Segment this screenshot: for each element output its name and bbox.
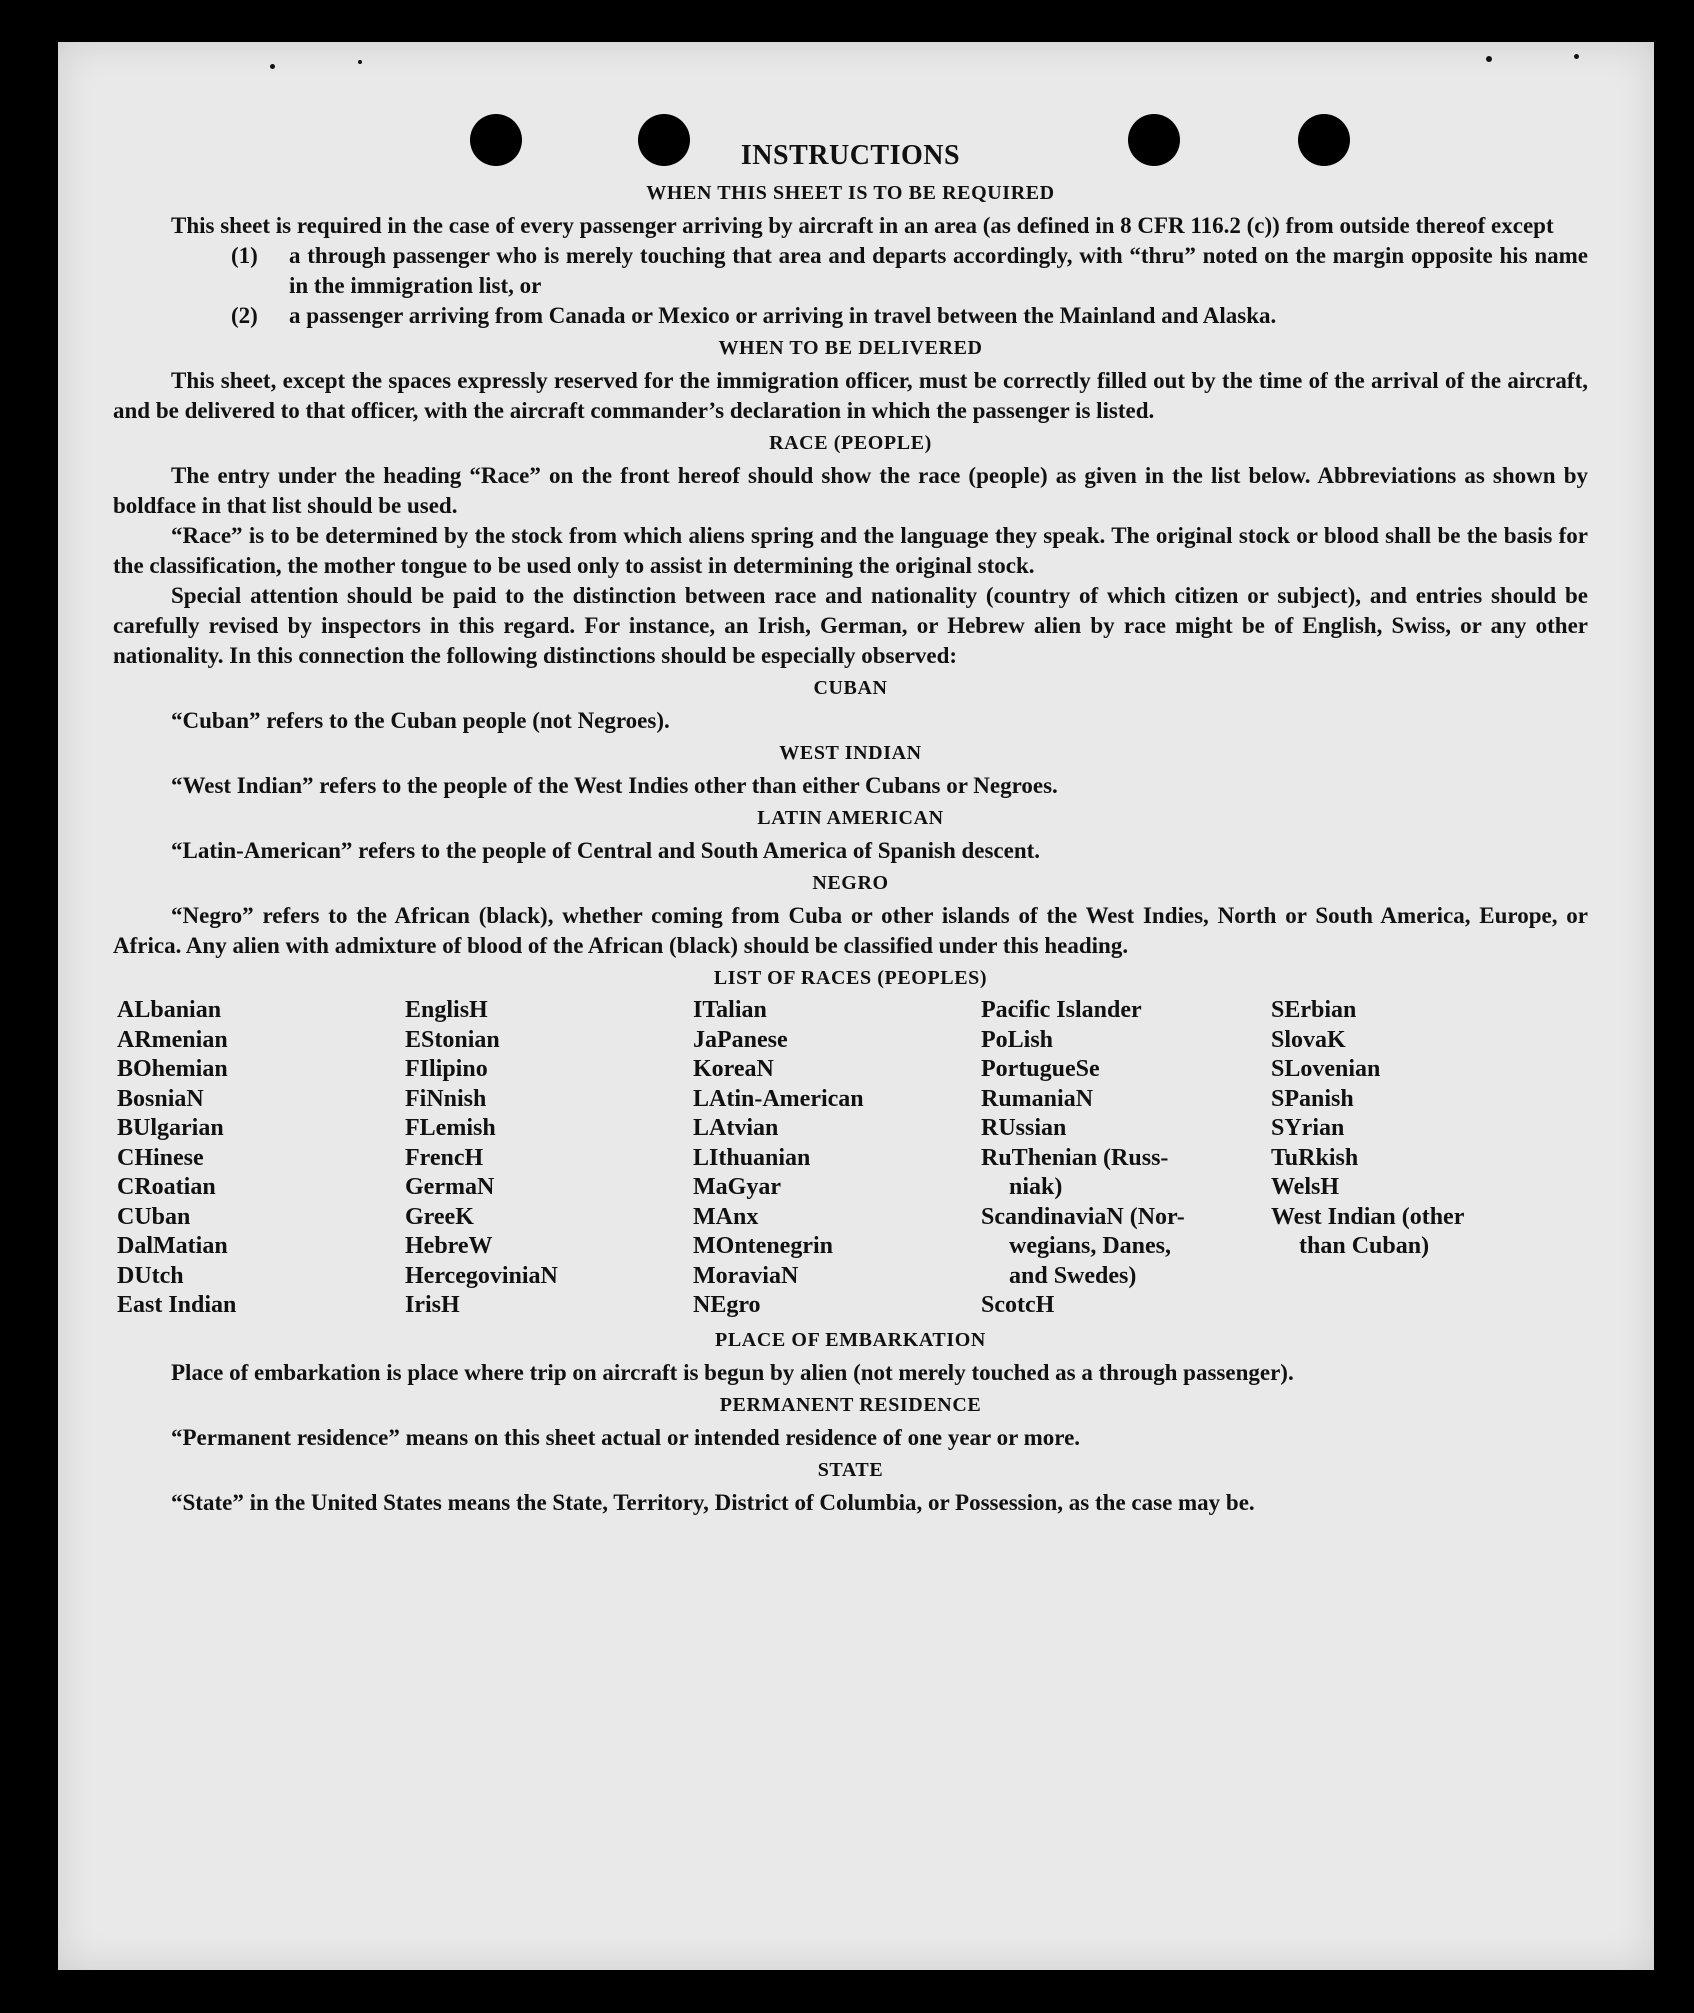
negro-text: “Negro” refers to the African (black), whether coming from Cuba or other islands of the West Indies, North or South America, Europe, or Africa. Any alien with admixture of blood of the African (black) should be classified under this heading.	[113, 903, 1588, 958]
race-entry: CHinese	[117, 1144, 204, 1171]
race-entry: PoLish	[981, 1026, 1054, 1053]
race-entry: SPanish	[1271, 1085, 1354, 1112]
race-entry: MOntenegrin	[693, 1233, 833, 1259]
cuban-text: “Cuban” refers to the Cuban people (not Negroes).	[171, 708, 670, 733]
race-entry: SErbian	[1271, 997, 1357, 1023]
heading-permanent-residence: PERMANENT RESIDENCE	[719, 1393, 982, 1416]
race-entry: FLemish	[405, 1115, 496, 1141]
race-paragraph: Special attention should be paid to the distinction between race and nationality (country of which citizen or subject), and entries should be carefully revised by inspectors in this regard. For instance, an Irish, German, or Hebrew alien by race might be of English, Swiss, or any other nationality. In this connection the following distinctions should be especially observed:	[113, 583, 1588, 668]
race-entry: SYrian	[1271, 1115, 1345, 1141]
speck	[358, 60, 362, 64]
race-entry: FiNnish	[405, 1085, 487, 1112]
race-entry-continuation: niak)	[1009, 1174, 1063, 1200]
item-number: (2)	[231, 303, 258, 328]
race-entry-continuation: wegians, Danes,	[1009, 1233, 1172, 1259]
race-entry: Pacific Islander	[981, 997, 1142, 1023]
race-entry: SLovenian	[1271, 1056, 1381, 1082]
race-entry: WelsH	[1271, 1174, 1340, 1200]
instructions-content	[113, 140, 1588, 1518]
race-entry: EStonian	[405, 1026, 500, 1053]
race-entry: KoreaN	[693, 1056, 774, 1082]
list-item	[231, 301, 1588, 331]
race-paragraph: “Race” is to be determined by the stock from which aliens spring and the language they speak. The original stock or blood shall be the basis for the classification, the mother tongue to be used only to assist in determining the original stock.	[113, 523, 1588, 578]
race-entry: NEgro	[693, 1292, 761, 1318]
race-entry: East Indian	[117, 1292, 237, 1318]
delivered-text: This sheet, except the spaces expressly reserved for the immigration officer, must be correctly filled out by the time of the arrival of the aircraft, and be delivered to that officer, with the aircraft commander’s declaration in which the passenger is listed.	[113, 368, 1588, 423]
races-list	[117, 996, 1588, 1321]
race-paragraph: The entry under the heading “Race” on the front hereof should show the race (people) as given in the list below. Abbreviations as shown by boldface in that list should be used.	[113, 463, 1588, 518]
race-entry: PortugueSe	[981, 1056, 1100, 1082]
heading-embarkation: PLACE OF EMBARKATION	[715, 1328, 986, 1351]
races-column	[981, 996, 1271, 1321]
race-entry: EnglisH	[405, 997, 488, 1023]
document-page	[58, 42, 1654, 1970]
race-entry: LAtin-American	[693, 1085, 864, 1112]
heading-race: RACE (PEOPLE)	[769, 432, 932, 454]
list-item	[231, 241, 1588, 301]
heading-cuban: CUBAN	[813, 677, 888, 699]
race-entry: HebreW	[405, 1233, 493, 1259]
race-entry: FrencH	[405, 1144, 484, 1171]
west-indian-text: “West Indian” refers to the people of the West Indies other than either Cubans or Negroes.	[171, 773, 1058, 798]
heading-list-of-races: LIST OF RACES (PEOPLES)	[713, 967, 988, 989]
heading-west-indian: WEST INDIAN	[779, 742, 922, 764]
race-entry: RUssian	[981, 1115, 1067, 1141]
item-number: (1)	[231, 243, 258, 268]
races-column	[117, 996, 405, 1321]
race-entry: TuRkish	[1271, 1144, 1359, 1171]
race-entry: RumaniaN	[981, 1085, 1094, 1112]
race-entry: FIlipino	[405, 1056, 488, 1082]
race-entry: MAnx	[693, 1203, 759, 1230]
race-entry-continuation: than Cuban)	[1299, 1233, 1430, 1259]
heading-required: WHEN THIS SHEET IS TO BE REQUIRED	[646, 182, 1055, 204]
heading-state: STATE	[817, 1458, 884, 1481]
page-title: INSTRUCTIONS	[740, 140, 961, 171]
race-entry: GreeK	[405, 1203, 474, 1230]
race-entry: CRoatian	[117, 1174, 216, 1200]
item-text: a through passenger who is merely touching that area and departs accordingly, with “thru” noted on the margin opposite his name in the immigration list, or	[289, 243, 1588, 298]
race-entry: ARmenian	[117, 1026, 228, 1053]
required-text: This sheet is required in the case of every passenger arriving by aircraft in an area (as defined in 8 CFR 116.2 (c)) from outside thereof except	[171, 213, 1554, 238]
race-entry: ALbanian	[117, 997, 222, 1023]
latin-american-text: “Latin-American” refers to the people of Central and South America of Spanish descent.	[171, 838, 1041, 863]
heading-negro: NEGRO	[812, 872, 889, 894]
race-entry: BUlgarian	[117, 1115, 224, 1141]
item-text: a passenger arriving from Canada or Mexico or arriving in travel between the Mainland and Alaska.	[289, 303, 1277, 328]
heading-latin-american: LATIN AMERICAN	[757, 807, 944, 829]
races-column	[693, 996, 981, 1321]
speck	[270, 64, 275, 69]
state-text: “State” in the United States means the State, Territory, District of Columbia, or Possession, as the case may be.	[171, 1489, 1255, 1515]
speck	[1574, 54, 1579, 59]
race-entry: BOhemian	[117, 1056, 228, 1082]
speck	[1486, 56, 1492, 62]
race-entry: ScotcH	[981, 1292, 1055, 1318]
races-column	[405, 996, 693, 1321]
race-entry: LIthuanian	[693, 1144, 811, 1171]
race-entry: IrisH	[405, 1292, 460, 1318]
race-entry: West Indian (other	[1271, 1203, 1465, 1230]
race-entry: MaGyar	[693, 1174, 781, 1200]
race-entry: JaPanese	[693, 1026, 788, 1053]
race-entry: MoraviaN	[693, 1262, 799, 1289]
residence-text: “Permanent residence” means on this sheet actual or intended residence of one year or more.	[171, 1424, 1081, 1450]
race-entry: RuThenian (Russ-	[981, 1144, 1169, 1171]
race-entry: BosniaN	[117, 1085, 204, 1112]
races-column	[1271, 996, 1531, 1321]
race-entry: ITalian	[693, 997, 767, 1023]
race-entry: DUtch	[117, 1262, 184, 1289]
race-entry: ScandinaviaN (Nor-	[981, 1203, 1185, 1230]
race-entry: DalMatian	[117, 1233, 228, 1259]
race-entry: CUban	[117, 1203, 191, 1230]
race-entry: GermaN	[405, 1174, 495, 1200]
race-entry-continuation: and Swedes)	[1009, 1262, 1137, 1289]
race-entry: HercegoviniaN	[405, 1262, 558, 1289]
heading-delivered: WHEN TO BE DELIVERED	[718, 337, 983, 359]
race-entry: SlovaK	[1271, 1026, 1346, 1053]
race-entry: LAtvian	[693, 1115, 779, 1141]
embarkation-text: Place of embarkation is place where trip on aircraft is begun by alien (not merely touched as a through passenger).	[171, 1359, 1294, 1385]
